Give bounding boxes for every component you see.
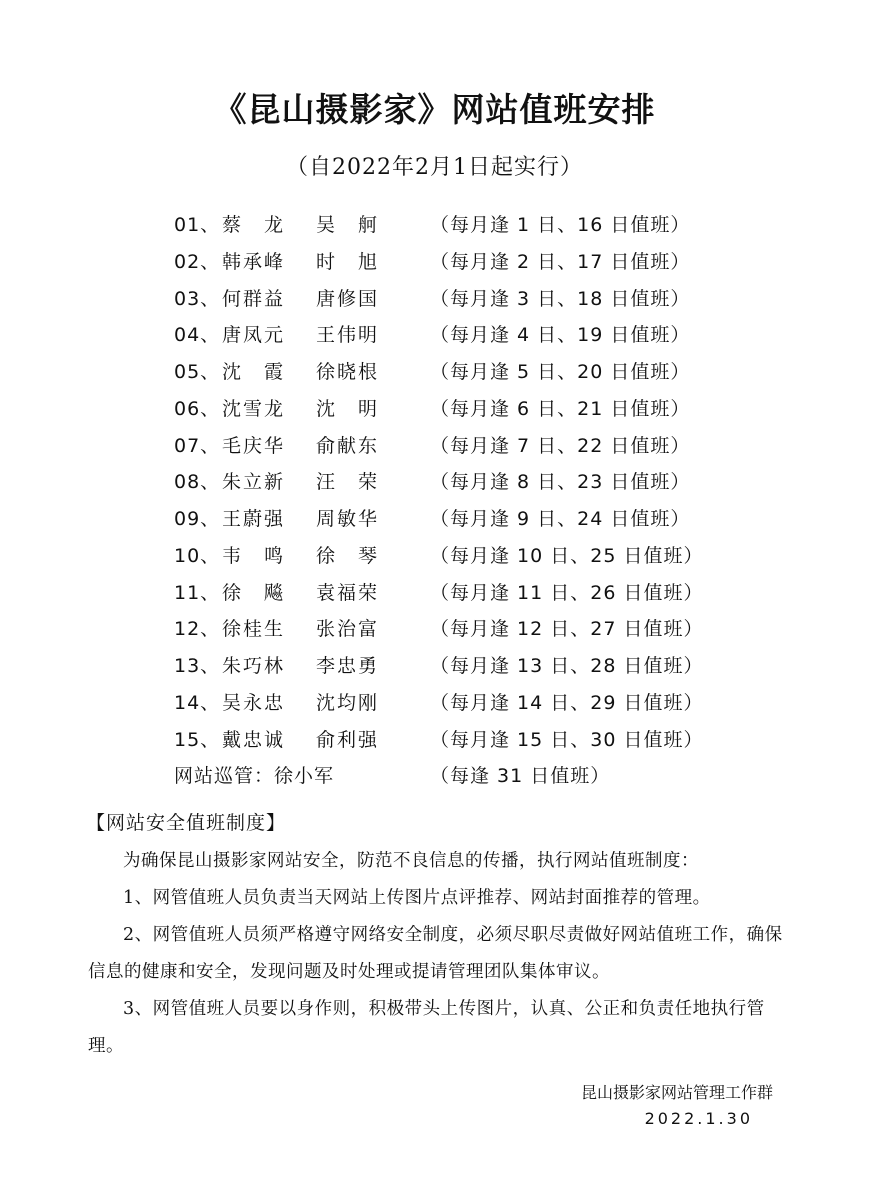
roster-name-1: 朱立新 — [222, 471, 286, 493]
roster-name-2: 徐晓根 — [316, 361, 380, 383]
roster-duty-days: （每月逢 15 日、30 日值班） — [430, 729, 704, 751]
roster-name-1: 何群益 — [222, 288, 286, 310]
signature-block — [581, 1080, 773, 1132]
roster-duty-days: （每月逢 14 日、29 日值班） — [430, 692, 704, 714]
roster-duty-days: （每月逢 4 日、19 日值班） — [430, 324, 691, 346]
roster-name-1: 吴永忠 — [222, 692, 286, 714]
roster-row — [0, 504, 869, 534]
roster-duty-days: （每月逢 1 日、16 日值班） — [430, 214, 691, 236]
roster-name-2: 王伟明 — [316, 324, 380, 346]
roster-row — [0, 247, 869, 277]
roster-duty-days: （每月逢 10 日、25 日值班） — [430, 545, 704, 567]
roster-duty-days: （每月逢 8 日、23 日值班） — [430, 471, 691, 493]
roster-row — [0, 725, 869, 755]
roster-name-1: 毛庆华 — [222, 435, 286, 457]
roster-number: 11、 — [174, 582, 221, 604]
roster-row — [0, 651, 869, 681]
roster-name-1: 徐 飚 — [222, 582, 286, 604]
roster-row — [0, 541, 869, 571]
section-title: 【网站安全值班制度】 — [86, 812, 287, 834]
roster-number: 15、 — [174, 729, 221, 751]
roster-duty-days: （每月逢 13 日、28 日值班） — [430, 655, 704, 677]
roster-number: 08、 — [174, 471, 221, 493]
roster-name-2: 张治富 — [316, 618, 380, 640]
supervisor-row — [0, 761, 869, 791]
roster-duty-days: （每月逢 11 日、26 日值班） — [430, 582, 704, 604]
roster-name-2: 徐 琴 — [316, 545, 380, 567]
roster-name-1: 蔡 龙 — [222, 214, 286, 236]
roster-duty-days: （每月逢 9 日、24 日值班） — [430, 508, 691, 530]
roster-row — [0, 284, 869, 314]
rule-item: 1、网管值班人员负责当天网站上传图片点评推荐、网站封面推荐的管理。 — [123, 888, 711, 908]
roster-row — [0, 394, 869, 424]
roster-name-2: 周敏华 — [316, 508, 380, 530]
roster-number: 09、 — [174, 508, 221, 530]
roster-number: 13、 — [174, 655, 221, 677]
supervisor-label: 网站巡管：徐小军 — [174, 765, 335, 787]
roster-name-1: 沈 霞 — [222, 361, 286, 383]
rule-item: 2、网管值班人员须严格遵守网络安全制度，必须尽职尽责做好网站值班工作，确保信息的健康和安全，发现问题及时处理或提请管理团队集体审议。 — [88, 925, 783, 982]
roster-name-2: 袁福荣 — [316, 582, 380, 604]
roster-name-2: 李忠勇 — [316, 655, 380, 677]
roster-duty-days: （每月逢 2 日、17 日值班） — [430, 251, 691, 273]
roster-name-2: 沈均刚 — [316, 692, 380, 714]
supervisor-duty-days: （每逢 31 日值班） — [430, 765, 611, 787]
page-title: 《昆山摄影家》网站值班安排 — [213, 90, 656, 129]
roster-row — [0, 467, 869, 497]
roster-row — [0, 320, 869, 350]
signature-date: 2022.1.30 — [644, 1109, 753, 1128]
roster-number: 07、 — [174, 435, 221, 457]
roster-row — [0, 210, 869, 240]
roster-duty-days: （每月逢 5 日、20 日值班） — [430, 361, 691, 383]
roster-duty-days: （每月逢 7 日、22 日值班） — [430, 435, 691, 457]
roster-duty-days: （每月逢 12 日、27 日值班） — [430, 618, 704, 640]
roster-row — [0, 688, 869, 718]
roster-duty-days: （每月逢 3 日、18 日值班） — [430, 288, 691, 310]
signature-org: 昆山摄影家网站管理工作群 — [580, 1083, 773, 1102]
roster-number: 10、 — [174, 545, 221, 567]
roster-row — [0, 614, 869, 644]
page-subtitle: （自2022年2月1日起实行） — [286, 155, 583, 180]
roster-number: 04、 — [174, 324, 221, 346]
roster-name-2: 俞利强 — [316, 729, 380, 751]
roster-number: 01、 — [174, 214, 221, 236]
rules-section — [88, 843, 788, 1065]
rule-item: 3、网管值班人员要以身作则，积极带头上传图片，认真、公正和负责任地执行管理。 — [88, 999, 765, 1056]
roster-number: 03、 — [174, 288, 221, 310]
roster-name-2: 沈 明 — [316, 398, 380, 420]
roster-row — [0, 357, 869, 387]
rules-intro: 为确保昆山摄影家网站安全，防范不良信息的传播，执行网站值班制度： — [123, 851, 699, 871]
roster-name-1: 韩承峰 — [222, 251, 286, 273]
roster-name-1: 韦 鸣 — [222, 545, 286, 567]
roster-name-2: 汪 荣 — [316, 471, 380, 493]
roster-number: 02、 — [174, 251, 221, 273]
roster-number: 14、 — [174, 692, 221, 714]
roster-duty-days: （每月逢 6 日、21 日值班） — [430, 398, 691, 420]
roster-name-2: 时 旭 — [316, 251, 380, 273]
roster-name-1: 王蔚强 — [222, 508, 286, 530]
roster-name-1: 戴忠诚 — [222, 729, 286, 751]
roster-name-1: 朱巧林 — [222, 655, 286, 677]
roster-row — [0, 578, 869, 608]
roster-number: 06、 — [174, 398, 221, 420]
roster-number: 12、 — [174, 618, 221, 640]
roster-name-1: 徐桂生 — [222, 618, 286, 640]
roster-name-2: 吴 舸 — [316, 214, 380, 236]
roster-row — [0, 431, 869, 461]
roster-number: 05、 — [174, 361, 221, 383]
roster-name-1: 沈雪龙 — [222, 398, 286, 420]
roster-name-2: 俞献东 — [316, 435, 380, 457]
roster-name-2: 唐修国 — [316, 288, 380, 310]
roster-name-1: 唐凤元 — [222, 324, 286, 346]
